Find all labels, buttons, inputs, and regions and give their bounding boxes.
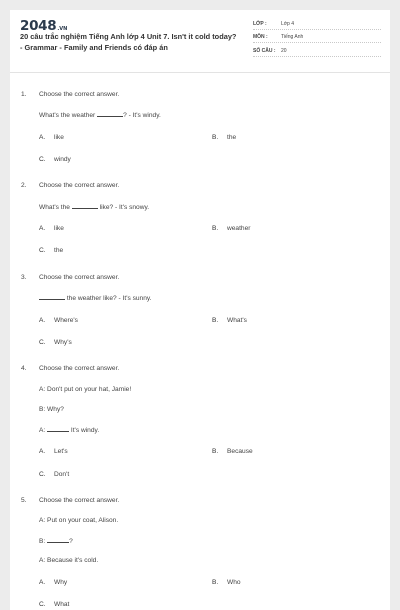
option-text: What's: [227, 317, 247, 324]
meta-value: 20: [281, 47, 287, 54]
question-prompt: Choose the correct answer.: [39, 497, 120, 504]
dialogue-line: A: Don't put on your hat, Jamie!: [39, 386, 132, 393]
question-prompt: Choose the correct answer.: [39, 91, 120, 98]
logo-sub-text: .VN: [57, 26, 68, 32]
option-text: like: [54, 225, 64, 232]
option-letter: A.: [39, 448, 46, 455]
option-b[interactable]: [212, 448, 253, 455]
option-c[interactable]: [39, 156, 71, 163]
option-text: windy: [54, 156, 71, 163]
option-letter: C.: [39, 247, 46, 254]
stem-text-before: What's the weather: [39, 112, 98, 119]
question-number: 5.: [21, 497, 27, 504]
option-text: Don't: [54, 471, 70, 478]
question-prompt: Choose the correct answer.: [39, 274, 120, 281]
option-a[interactable]: [39, 134, 64, 141]
answer-blank: [97, 111, 123, 117]
option-letter: A.: [39, 134, 46, 141]
option-text: like: [54, 134, 64, 141]
option-letter: C.: [39, 471, 46, 478]
option-letter: B.: [212, 317, 219, 324]
option-text: the: [54, 247, 64, 254]
meta-label: MÔN :: [253, 34, 268, 40]
dialogue-line: B: Why?: [39, 406, 64, 413]
option-letter: C.: [39, 339, 46, 346]
option-letter: C.: [39, 601, 46, 608]
option-text: Let's: [54, 448, 68, 455]
answer-blank: [72, 203, 98, 209]
option-b[interactable]: [212, 225, 250, 232]
meta-label: SỐ CÂU :: [253, 47, 276, 54]
option-letter: B.: [212, 134, 219, 141]
stem-text-after: ? - It's windy.: [123, 112, 161, 119]
question-prompt: Choose the correct answer.: [39, 182, 120, 189]
dialogue-line: A: Because it's cold.: [39, 557, 99, 564]
meta-row-grade: [253, 16, 381, 30]
option-b[interactable]: [212, 579, 241, 586]
dialogue-line: A: Put on your coat, Alison.: [39, 517, 119, 524]
option-text: Why: [54, 579, 68, 586]
question-stem: [39, 111, 161, 119]
answer-blank: [47, 537, 69, 543]
question-prompt: Choose the correct answer.: [39, 365, 120, 372]
question-stem: [39, 203, 149, 211]
option-c[interactable]: [39, 471, 69, 478]
question-number: 4.: [21, 365, 27, 372]
question-stem: [39, 294, 152, 302]
option-text: Because: [227, 448, 253, 455]
option-letter: A.: [39, 225, 46, 232]
document-header: [10, 10, 390, 72]
stem-text-before: What's the: [39, 204, 72, 211]
option-a[interactable]: [39, 225, 64, 232]
stem-text-before: A:: [39, 427, 48, 434]
option-letter: B.: [212, 448, 219, 455]
meta-row-subject: [253, 30, 381, 44]
meta-label: LỚP :: [253, 20, 267, 27]
option-text: weather: [227, 225, 251, 232]
option-text: What: [54, 601, 70, 608]
stem-text-before: B:: [39, 538, 48, 545]
question-number: 3.: [21, 274, 27, 281]
option-c[interactable]: [39, 601, 69, 608]
stem-text-after: like? - It's snowy.: [97, 204, 150, 211]
answer-blank: [47, 426, 69, 432]
option-c[interactable]: [39, 247, 63, 254]
meta-row-question-count: [253, 43, 381, 57]
stem-text-after: It's windy.: [69, 427, 100, 434]
answer-blank: [39, 294, 65, 300]
dialogue-line: [39, 426, 99, 434]
document-page: [10, 10, 390, 610]
option-b[interactable]: [212, 134, 236, 141]
question-number: 1.: [21, 91, 27, 98]
document-title: 20 câu trắc nghiệm Tiếng Anh lớp 4 Unit 7. Isn't it cold today? - Grammar - Family and Friends có đáp án: [20, 32, 237, 52]
question-number: 2.: [21, 182, 27, 189]
option-c[interactable]: [39, 339, 72, 346]
option-letter: C.: [39, 156, 46, 163]
option-text: Where's: [54, 317, 78, 324]
meta-value: Tiếng Anh: [281, 34, 304, 40]
option-letter: A.: [39, 579, 46, 586]
stem-text-after: the weather like? - It's sunny.: [65, 295, 152, 302]
option-b[interactable]: [212, 317, 247, 324]
option-a[interactable]: [39, 448, 68, 455]
option-a[interactable]: [39, 579, 67, 586]
option-text: Why's: [54, 339, 72, 346]
option-text: the: [227, 134, 237, 141]
option-text: Who: [227, 579, 241, 586]
option-letter: B.: [212, 225, 219, 232]
option-letter: B.: [212, 579, 219, 586]
header-divider: [10, 72, 390, 73]
logo-main-text: 2048: [20, 18, 57, 34]
dialogue-line: [39, 537, 73, 545]
document-meta: [253, 16, 381, 57]
option-letter: A.: [39, 317, 46, 324]
stem-text-after: ?: [69, 538, 73, 545]
option-a[interactable]: [39, 317, 78, 324]
meta-value: Lớp 4: [281, 20, 295, 27]
